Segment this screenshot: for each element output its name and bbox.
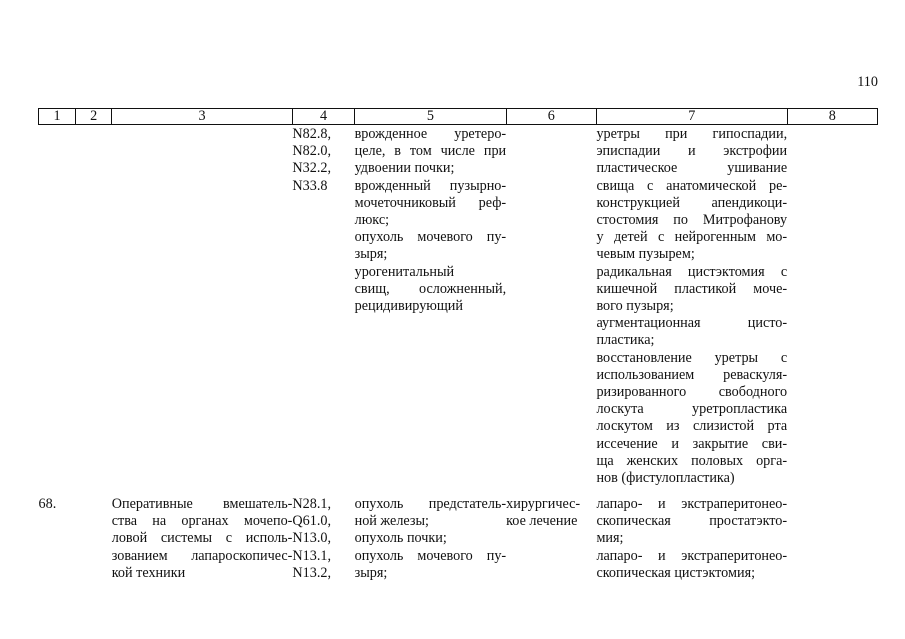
procedure-name-line: ства на органах мочепо- bbox=[111, 513, 293, 530]
column-header-3: 3 bbox=[112, 109, 293, 125]
column-header-2: 2 bbox=[76, 109, 112, 125]
method-line: свища с анатомической ре- bbox=[596, 177, 788, 194]
diagnosis-line: зыря; bbox=[354, 564, 388, 581]
diagnosis-line: люкс; bbox=[354, 212, 390, 229]
method-line: ризированного свободного bbox=[596, 384, 788, 401]
column-number-header-row bbox=[39, 109, 878, 125]
method-line: лоскута уретропластика bbox=[596, 401, 788, 418]
diagnosis-line: мочеточниковый реф- bbox=[354, 194, 507, 211]
column-header-4: 4 bbox=[292, 109, 354, 125]
method-line: скопическая цистэктомия; bbox=[596, 564, 756, 581]
method-line: восстановление уретры с bbox=[596, 349, 788, 366]
cell-treatment-type bbox=[506, 496, 596, 582]
diagnosis-line: целе, в том числе при bbox=[354, 143, 507, 160]
cell-profile bbox=[76, 496, 112, 582]
procedure-name-line: зованием лапароскопичес- bbox=[111, 547, 293, 564]
procedure-name-line: кой техники bbox=[111, 564, 186, 581]
method-line: скопическая простатэкто- bbox=[596, 513, 788, 530]
icd-code: N82.8, bbox=[292, 126, 332, 142]
row-number: 68. bbox=[38, 496, 57, 512]
cell-profile bbox=[76, 125, 112, 497]
method-line: радикальная цистэктомия с bbox=[596, 263, 788, 280]
column-header-8: 8 bbox=[787, 109, 877, 125]
icd-code: Q61.0, bbox=[292, 513, 332, 530]
method-line: у детей с нейрогенным мо- bbox=[596, 229, 788, 246]
cell-treatment-methods bbox=[596, 496, 787, 582]
icd-code: N28.1, bbox=[292, 496, 332, 512]
cell-icd-codes bbox=[292, 125, 354, 497]
column-header-5: 5 bbox=[355, 109, 507, 125]
diagnosis-line: врожденный пузырно- bbox=[354, 177, 507, 194]
diagnosis-line: опухоль мочевого пу- bbox=[354, 229, 507, 246]
cell-procedure-name bbox=[112, 496, 293, 582]
icd-code: N82.0, bbox=[292, 143, 332, 160]
page-number: 110 bbox=[857, 74, 878, 90]
icd-code: N13.1, bbox=[292, 547, 332, 564]
treatment-type-line: хирургичес- bbox=[506, 496, 581, 512]
cell-diagnoses bbox=[355, 125, 507, 497]
method-line: чевым пузырем; bbox=[596, 246, 695, 263]
icd-code: N13.2, bbox=[292, 564, 332, 581]
icd-code: N13.0, bbox=[292, 530, 332, 547]
method-line: пластика; bbox=[596, 332, 655, 349]
diagnosis-line: удвоении почки; bbox=[354, 160, 455, 177]
method-line: эписпадии и экстрофии bbox=[596, 143, 788, 160]
cell-cost bbox=[787, 125, 877, 497]
method-line: стостомия по Митрофанову bbox=[596, 212, 788, 229]
table-row-continuation bbox=[39, 125, 878, 497]
method-line: лоскутом из слизистой рта bbox=[596, 418, 788, 435]
column-header-6: 6 bbox=[506, 109, 596, 125]
method-line: пластическое ушивание bbox=[596, 160, 788, 177]
method-line: лапаро- и экстраперитонео- bbox=[596, 496, 788, 512]
method-line: нов (фистулопластика) bbox=[596, 470, 735, 487]
procedure-name-line: Оперативные вмешатель- bbox=[111, 496, 293, 512]
column-header-1: 1 bbox=[39, 109, 76, 125]
diagnosis-line: опухоль мочевого пу- bbox=[354, 547, 507, 564]
diagnosis-line: зыря; bbox=[354, 246, 388, 263]
cell-diagnoses bbox=[355, 496, 507, 582]
cell-procedure-name bbox=[112, 125, 293, 497]
diagnosis-line: рецидивирующий bbox=[354, 298, 463, 315]
medical-procedures-table bbox=[38, 108, 878, 582]
method-line: уретры при гипоспадии, bbox=[596, 126, 788, 142]
method-line: аугментационная цисто- bbox=[596, 315, 788, 332]
method-line: лапаро- и экстраперитонео- bbox=[596, 547, 788, 564]
diagnosis-line: врожденное уретеро- bbox=[354, 126, 507, 142]
cell-row-number bbox=[39, 125, 76, 497]
icd-code: N32.2, bbox=[292, 160, 332, 177]
method-line: использованием реваскуля- bbox=[596, 366, 788, 383]
diagnosis-line: свищ, осложненный, bbox=[354, 280, 507, 297]
procedure-name-line: ловой системы с исполь- bbox=[111, 530, 293, 547]
method-line: вого пузыря; bbox=[596, 298, 674, 315]
diagnosis-line: опухоль почки; bbox=[354, 530, 447, 547]
cell-cost bbox=[787, 496, 877, 582]
method-line: кишечной пластикой моче- bbox=[596, 280, 788, 297]
method-line: мия; bbox=[596, 530, 624, 547]
cell-treatment-methods bbox=[596, 125, 787, 497]
method-line: иссечение и закрытие сви- bbox=[596, 435, 788, 452]
icd-code: N33.8 bbox=[292, 177, 328, 194]
treatment-type-line: кое лечение bbox=[506, 513, 578, 530]
method-line: ща женских половых орга- bbox=[596, 452, 788, 469]
cell-treatment-type bbox=[506, 125, 596, 497]
method-line: конструкцией апендикоци- bbox=[596, 194, 788, 211]
diagnosis-line: урогенитальный bbox=[354, 263, 455, 280]
cell-row-number bbox=[39, 496, 76, 582]
cell-icd-codes bbox=[292, 496, 354, 582]
table-row-68 bbox=[39, 496, 878, 582]
diagnosis-line: опухоль предстатель- bbox=[354, 496, 507, 512]
column-header-7: 7 bbox=[596, 109, 787, 125]
diagnosis-line: ной железы; bbox=[354, 513, 429, 530]
